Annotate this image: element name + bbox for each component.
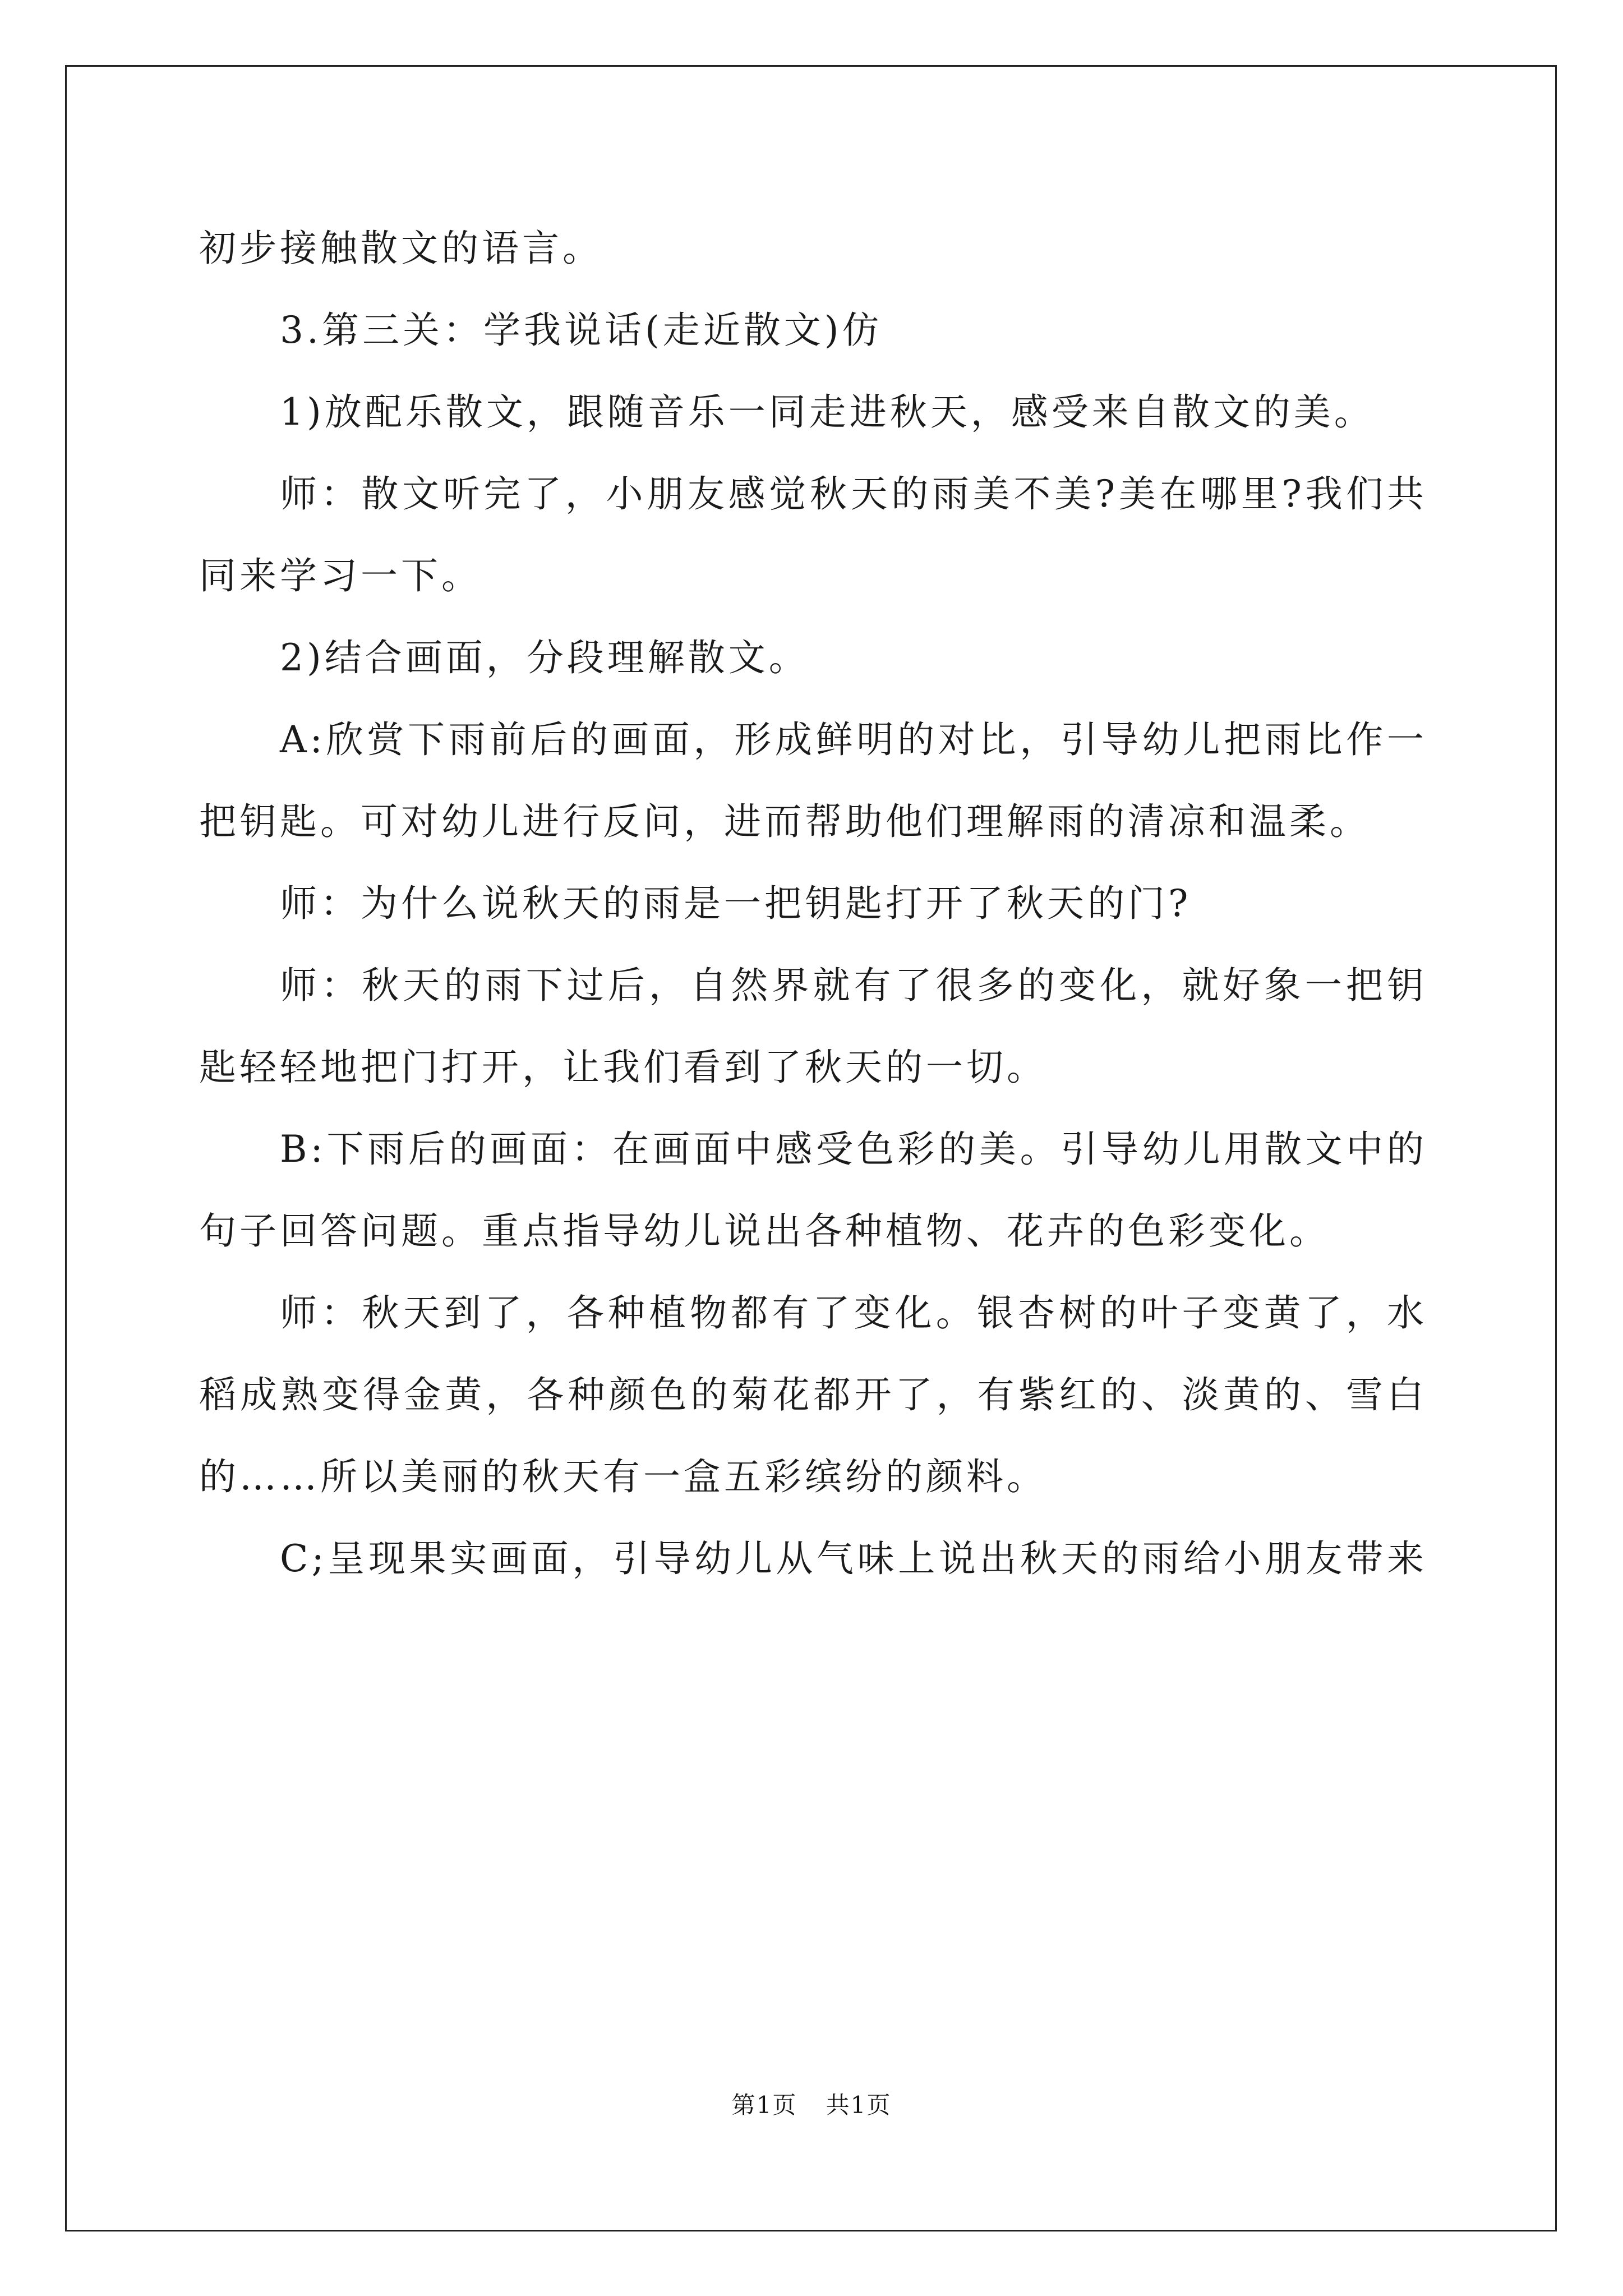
paragraph-line: 句子回答问题。重点指导幼儿说出各种植物、花卉的色彩变化。 [199, 1209, 1330, 1253]
paragraph-line: 的……所以美丽的秋天有一盒五彩缤纷的颜料。 [199, 1455, 1047, 1498]
page-number-current: 第1页 [731, 2091, 797, 2119]
paragraph-line: 师：为什么说秋天的雨是一把钥匙打开了秋天的门? [280, 882, 1192, 925]
paragraph-line: 3.第三关：学我说话(走近散文)仿 [280, 309, 883, 352]
paragraph-line: 同来学习一下。 [199, 554, 482, 597]
paragraph-line: A:欣赏下雨前后的画面，形成鲜明的对比，引导幼儿把雨比作一 [280, 718, 1427, 761]
paragraph-line: 把钥匙。可对幼儿进行反问，进而帮助他们理解雨的清凉和温柔。 [199, 800, 1370, 843]
document-body [199, 208, 1427, 1600]
page-footer [0, 2087, 1623, 2120]
paragraph-line: 师：秋天到了，各种植物都有了变化。银杏树的叶子变黄了，水 [280, 1291, 1427, 1335]
paragraph-line: 师：秋天的雨下过后，自然界就有了很多的变化，就好象一把钥 [280, 964, 1427, 1007]
paragraph-line: 师：散文听完了，小朋友感觉秋天的雨美不美?美在哪里?我们共 [280, 472, 1427, 516]
paragraph-line: 1)放配乐散文，跟随音乐一同走进秋天，感受来自散文的美。 [280, 390, 1375, 434]
paragraph-line: 初步接触散文的语言。 [199, 227, 603, 270]
paragraph-line: 稻成熟变得金黄，各种颜色的菊花都开了，有紫红的、淡黄的、雪白 [199, 1373, 1427, 1416]
paragraph-line: 匙轻轻地把门打开，让我们看到了秋天的一切。 [199, 1046, 1047, 1089]
paragraph-line: C;呈现果实画面，引导幼儿从气味上说出秋天的雨给小朋友带来 [280, 1537, 1427, 1580]
paragraph-line: B:下雨后的画面：在画面中感受色彩的美。引导幼儿用散文中的 [280, 1128, 1427, 1171]
page-number-total: 共1页 [826, 2091, 892, 2119]
paragraph-line: 2)结合画面，分段理解散文。 [280, 636, 809, 679]
